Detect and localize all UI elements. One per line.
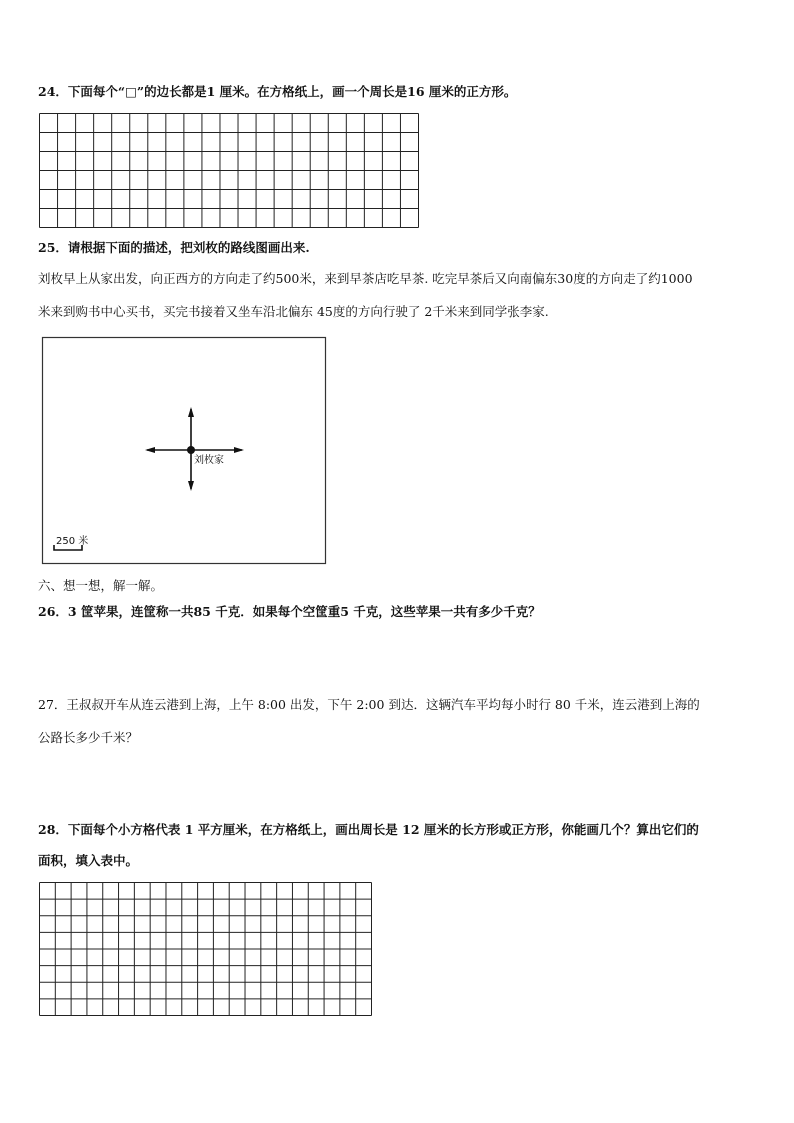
north-arrow-icon: [188, 407, 194, 417]
q26-text: 26．3 筐苹果，连筐称一共85 千克．如果每个空筐重5 千克，这些苹果一共有多少千克？: [38, 604, 541, 619]
home-point-icon: [187, 446, 195, 454]
scale-label: 250 米: [56, 536, 89, 547]
east-arrow-icon: [234, 447, 244, 453]
q28-line2: 面积，填入表中。: [38, 853, 139, 868]
q24-text: 24．下面每个“□”的边长都是1 厘米。在方格纸上，画一个周长是16 厘米的正方形。: [38, 84, 517, 99]
q24-square-grid[interactable]: [39, 113, 419, 228]
section-six-heading: 六、想一想，解一解。: [38, 578, 164, 593]
q25-route-map[interactable]: [42, 337, 327, 565]
q25-description-line1: 刘枚早上从家出发，向正西方的方向走了约500米，来到早茶店吃早茶. 吃完早茶后又向南偏东30度的方向走了约1000: [38, 271, 693, 286]
home-label: 刘枚家: [194, 455, 224, 466]
west-arrow-icon: [145, 447, 155, 453]
q27-line1: 27．王叔叔开车从连云港到上海，上午 8:00 出发，下午 2:00 到达．这辆汽车平均每小时行 80 千米，连云港到上海的: [38, 697, 700, 712]
q25-description-line2: 米来到购书中心买书，买完书接着又坐车沿北偏东 45度的方向行驶了 2千米来到同学张李家.: [38, 304, 549, 319]
q27-line2: 公路长多少千米？: [38, 730, 139, 745]
q25-title: 25．请根据下面的描述，把刘枚的路线图画出来.: [38, 240, 310, 255]
q28-square-grid[interactable]: [39, 882, 372, 1016]
south-arrow-icon: [188, 481, 194, 491]
q28-line1: 28．下面每个小方格代表 1 平方厘米，在方格纸上，画出周长是 12 厘米的长方形或正方形，你能画几个？算出它们的: [38, 822, 699, 837]
